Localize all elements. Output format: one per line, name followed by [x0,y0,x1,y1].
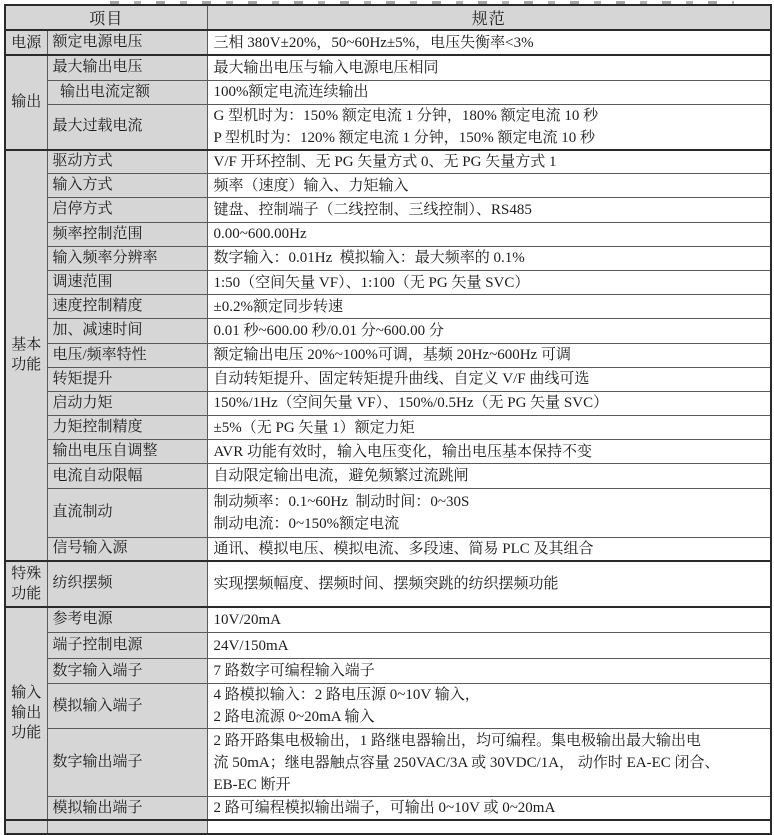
table-row [5,150,771,174]
item-cell: 输出电压自调整 [47,440,207,464]
spec-cell [207,295,771,319]
item-cell: 调速范围 [47,270,207,294]
table-row [5,440,771,464]
partial-cell [5,820,47,834]
table-row [5,174,771,198]
spec-cell [207,104,771,150]
spec-cell [207,440,771,464]
table-row [5,367,771,391]
item-cell: 数字输入端子 [47,659,207,684]
spec-line: 0.00~600.00Hz [213,226,307,243]
table-row [5,55,771,80]
group-cell: 电源 [5,30,47,55]
spec-cell [207,174,771,198]
spec-cell [207,659,771,684]
table-row [5,246,771,270]
spec-line: 最大输出电压与输入电源电压相同 [213,59,439,76]
table-row [5,270,771,294]
table-row [5,295,771,319]
spec-line: 键盘、控制端子（二线控制、三线控制）、RS485 [213,201,532,218]
item-cell: 驱动方式 [47,150,207,174]
spec-line: 2 路开路集电极输出，1 路继电器输出，均可编程。集电极输出最大输出电 [213,732,702,749]
item-cell: 信号输入源 [47,537,207,561]
item-cell: 模拟输出端子 [47,797,207,821]
table-row [5,416,771,440]
item-cell: 输入方式 [47,174,207,198]
header-item-cell: 项目 [5,5,207,30]
group-cell: 输出 [5,55,47,150]
table-row [5,319,771,343]
table-row [5,30,771,55]
spec-line: 自动转矩提升、固定转矩提升曲线、自定义 V/F 曲线可选 [213,371,590,388]
spec-line: EB-EC 断开 [213,776,291,793]
item-cell: 频率控制范围 [47,222,207,246]
item-cell: 额定电源电压 [47,30,207,55]
partial-cell [207,820,771,834]
table-row [5,391,771,415]
spec-line: 额定输出电压 20%~100%可调，基频 20Hz~600Hz 可调 [213,347,571,364]
item-cell: 最大过载电流 [47,104,207,150]
spec-cell [207,729,771,797]
table-row [5,561,771,607]
spec-cell [207,80,771,104]
partial-next-row [5,820,771,834]
item-cell: 电压/频率特性 [47,343,207,367]
spec-line: AVR 功能有效时，输入电压变化，输出电压基本保持不变 [213,443,593,460]
spec-cell [207,198,771,222]
partial-cell [47,820,207,834]
group-cell: 特殊功能 [5,561,47,607]
spec-line: ±5%（无 PG 矢量 1）额定力矩 [213,419,415,436]
spec-line: 制动电流：0~150%额定电流 [213,515,400,532]
group-cell: 输入输出功能 [5,607,47,821]
item-cell: 启停方式 [47,198,207,222]
spec-cell [207,684,771,729]
table-row [5,659,771,684]
spec-cell [207,561,771,607]
table-row [5,198,771,222]
spec-cell [207,633,771,659]
item-cell: 加、减速时间 [47,319,207,343]
spec-cell [207,55,771,80]
table-row [5,488,771,537]
spec-table-body [5,30,771,834]
header-spec-cell: 规范 [207,5,771,30]
item-cell: 力矩控制精度 [47,416,207,440]
spec-line: 流 50mA；继电器触点容量 250VAC/3A 或 30VDC/1A， 动作时 EA-EC 闭合、 [213,754,720,771]
spec-line: 自动限定输出电流，避免频繁过流跳闸 [213,468,469,485]
item-cell: 参考电源 [47,607,207,633]
spec-line: 实现摆频幅度、摆频时间、摆频突跳的纺织摆频功能 [213,575,559,592]
spec-line: 三相 380V±20%，50~60Hz±5%，电压失衡率<3% [213,34,534,51]
spec-cell [207,488,771,537]
item-cell: 直流制动 [47,488,207,537]
item-cell: 数字输出端子 [47,729,207,797]
item-cell: 启动力矩 [47,391,207,415]
spec-cell [207,607,771,633]
spec-line: 制动频率：0.1~60Hz 制动时间：0~30S [213,493,470,510]
spec-cell [207,391,771,415]
item-cell: 输入频率分辨率 [47,246,207,270]
spec-cell [207,464,771,488]
table-header-row [5,5,771,30]
spec-line: 1:50（空间矢量 VF）、1:100（无 PG 矢量 SVC） [213,274,530,291]
table-row [5,684,771,729]
table-row [5,104,771,150]
spec-line: 10V/20mA [213,611,282,628]
spec-cell [207,270,771,294]
spec-line: 4 路模拟输入：2 路电压源 0~10V 输入， [213,687,480,704]
table-row [5,343,771,367]
spec-line: 通讯、模拟电压、模拟电流、多段速、简易 PLC 及其组合 [213,540,594,557]
spec-line: 2 路电流源 0~20mA 输入 [213,709,375,726]
spec-cell [207,30,771,55]
spec-line: 7 路数字可编程输入端子 [213,663,375,680]
spec-cell [207,246,771,270]
spec-line: ±0.2%额定同步转速 [213,298,343,315]
item-cell: 最大输出电压 [47,55,207,80]
spec-table [4,4,772,835]
spec-cell [207,343,771,367]
spec-line: P 型机时为：120% 额定电流 1 分钟，150% 额定电流 10 秒 [213,129,596,146]
item-cell: 输出电流定额 [47,80,207,104]
spec-cell [207,150,771,174]
table-row [5,464,771,488]
spec-cell [207,537,771,561]
table-row [5,607,771,633]
item-cell: 转矩提升 [47,367,207,391]
spec-cell [207,319,771,343]
spec-line: 0.01 秒~600.00 秒/0.01 分~600.00 分 [213,322,444,339]
spec-cell [207,416,771,440]
table-row [5,633,771,659]
item-cell: 端子控制电源 [47,633,207,659]
spec-line: 2 路可编程模拟输出端子，可输出 0~10V 或 0~20mA [213,800,556,817]
item-cell: 纺织摆频 [47,561,207,607]
spec-line: V/F 开环控制、无 PG 矢量方式 0、无 PG 矢量方式 1 [213,153,557,170]
spec-cell [207,797,771,821]
table-row [5,537,771,561]
item-cell: 电流自动限幅 [47,464,207,488]
spec-line: 150%/1Hz（空间矢量 VF）、150%/0.5Hz（无 PG 矢量 SVC） [213,395,609,412]
spec-line: 100%额定电流连续输出 [213,84,369,100]
item-cell: 速度控制精度 [47,295,207,319]
spec-line: 24V/150mA [213,637,289,654]
clipped-text-fragment [110,1,734,4]
spec-line: 数字输入：0.01Hz 模拟输入：最大频率的 0.1% [213,250,525,267]
table-row [5,797,771,821]
spec-line: 频率（速度）输入、力矩输入 [213,177,409,194]
spec-cell [207,222,771,246]
group-cell: 基本功能 [5,150,47,561]
spec-cell [207,367,771,391]
item-cell: 模拟输入端子 [47,684,207,729]
table-row [5,729,771,797]
table-row [5,80,771,104]
spec-line: G 型机时为：150% 额定电流 1 分钟，180% 额定电流 10 秒 [213,107,599,124]
table-row [5,222,771,246]
